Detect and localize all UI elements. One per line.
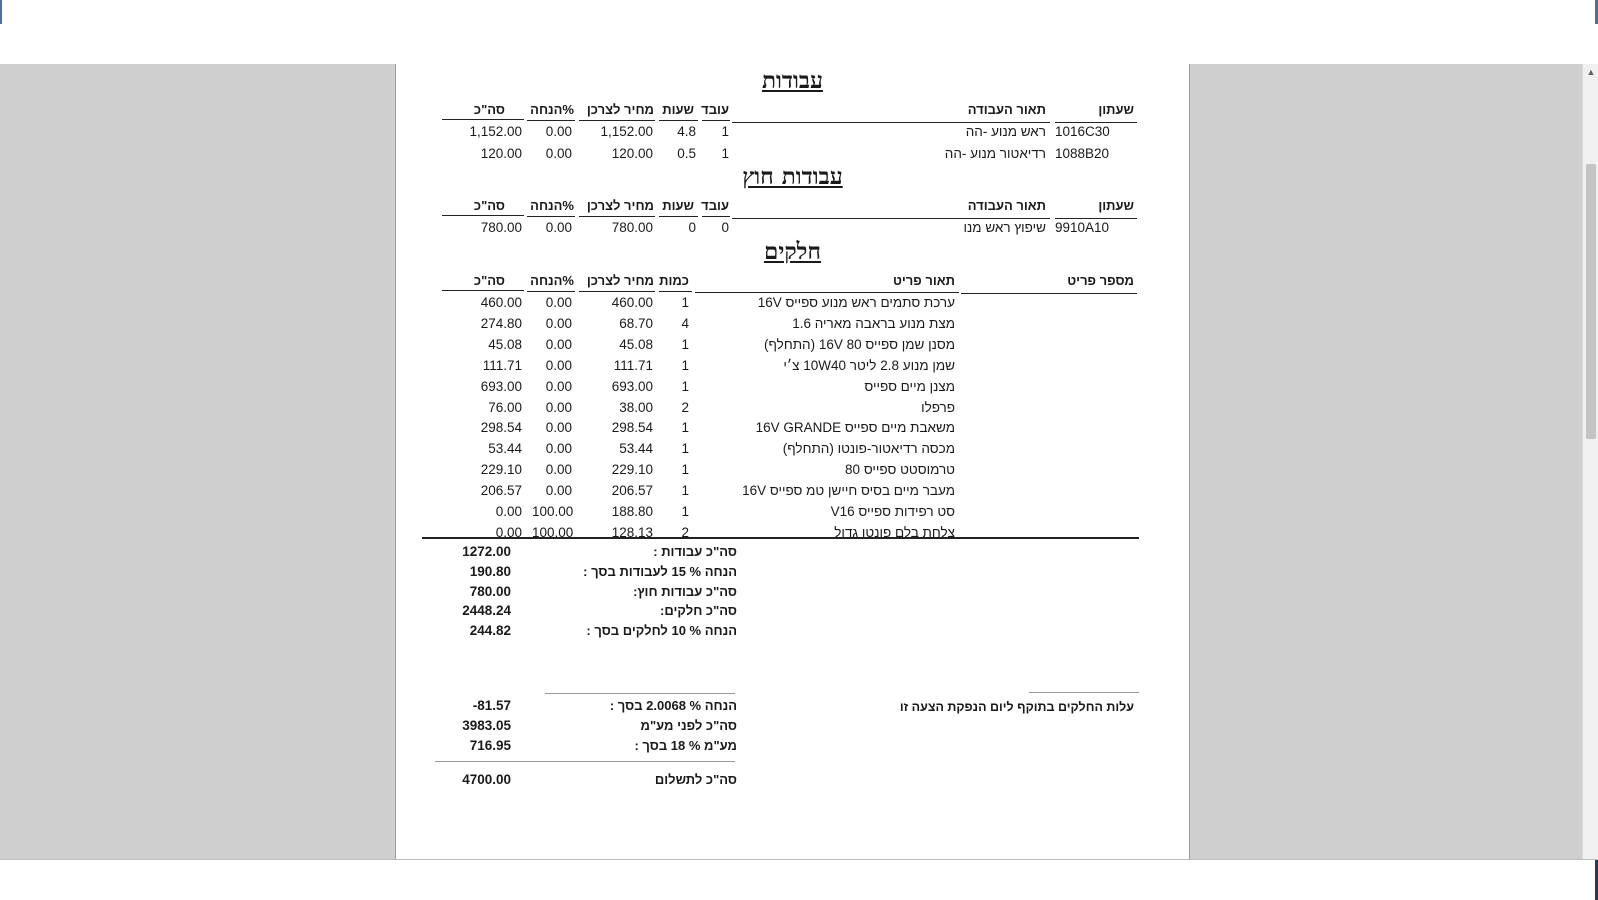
external-section-title: עבודות חוץ xyxy=(742,163,843,190)
external-desc: שיפוץ ראש מנו xyxy=(963,220,1046,235)
parts-price: 693.00 xyxy=(611,378,653,394)
labor-header-line xyxy=(702,120,730,121)
external-header-line xyxy=(732,218,1050,219)
parts-qty: 1 xyxy=(681,420,689,436)
validity-note: עלות החלקים בתוקף ליום הנפקת הצעה זו xyxy=(899,700,1134,714)
parts-total: 45.08 xyxy=(488,336,522,352)
external-header-price: מחיר לצרכן xyxy=(586,198,654,213)
summary-value: 244.82 xyxy=(469,623,511,638)
parts-desc: מעבר מיים בסיס חיישן טמ ספייס 16V xyxy=(742,483,955,499)
parts-price: 206.57 xyxy=(611,483,653,499)
labor-header-hours: שעות xyxy=(662,102,694,117)
parts-total: 298.54 xyxy=(480,420,522,436)
summary-value: 780.00 xyxy=(469,584,511,599)
labor-header-price: מחיר לצרכן xyxy=(586,102,654,117)
parts-qty: 1 xyxy=(681,504,689,519)
parts-total: 693.00 xyxy=(480,378,522,394)
parts-section-title: חלקים xyxy=(763,238,822,265)
parts-discount: 0.00 xyxy=(545,336,572,352)
labor-worker: 1 xyxy=(721,124,729,139)
labor-desc: ראש מנוע -הה xyxy=(965,124,1046,139)
labor-header-line xyxy=(579,120,655,121)
parts-desc: פרפלו xyxy=(921,399,955,415)
parts-price: 298.54 xyxy=(611,420,653,436)
parts-qty: 1 xyxy=(681,336,689,352)
totals-value: 3983.05 xyxy=(462,718,511,733)
summary-value: 1272.00 xyxy=(462,544,511,559)
labor-hours: 0.5 xyxy=(677,146,696,161)
parts-qty: 2 xyxy=(681,524,689,540)
table-row xyxy=(396,441,1189,461)
totals-label: הנחה % 2.0068 בסך : xyxy=(609,698,737,713)
parts-discount: 0.00 xyxy=(545,462,572,478)
external-header-desc: תאור העבודה xyxy=(967,198,1046,213)
parts-header-qty: כמות xyxy=(659,273,689,288)
labor-header-line xyxy=(659,120,698,121)
external-discount: 0.00 xyxy=(545,220,572,235)
parts-total: 76.00 xyxy=(488,399,522,415)
parts-total: 53.44 xyxy=(488,441,522,457)
parts-header-line xyxy=(579,291,655,292)
external-header-hours: שעות xyxy=(662,198,694,213)
labor-header-total: סה"כ xyxy=(473,102,505,117)
parts-price: 38.00 xyxy=(619,399,653,415)
top-bar xyxy=(0,0,1598,65)
totals-value: -81.57 xyxy=(472,698,511,713)
external-header-worker: עובד xyxy=(701,198,729,213)
parts-discount: 100.00 xyxy=(532,504,574,519)
summary-value: 190.80 xyxy=(469,564,511,579)
grand-total-value: 4700.00 xyxy=(462,772,511,787)
totals-label: סה"כ לפני מע"מ xyxy=(640,718,737,733)
parts-header-line xyxy=(527,291,575,292)
document-page xyxy=(395,64,1190,859)
labor-header-line xyxy=(732,122,1050,123)
summary-row xyxy=(396,544,1189,564)
parts-desc: ערכת סתמים ראש מנוע ספייס 16V xyxy=(757,295,955,310)
parts-header-line xyxy=(659,291,692,292)
scroll-up-arrow-icon[interactable]: ▲ xyxy=(1586,67,1596,77)
parts-end-line xyxy=(422,537,1139,539)
parts-qty: 1 xyxy=(681,483,689,499)
grand-total-line xyxy=(435,761,735,762)
table-row xyxy=(396,420,1189,440)
totals-value: 716.95 xyxy=(469,738,511,753)
external-header-line xyxy=(579,216,655,217)
parts-desc: שמן מנוע 2.8 ליטר 10W40 צ׳י xyxy=(783,357,955,373)
parts-desc: טרמוסטט ספייס 80 xyxy=(845,462,955,478)
parts-qty: 1 xyxy=(681,378,689,394)
labor-discount: 0.00 xyxy=(545,124,572,139)
parts-qty: 4 xyxy=(681,315,689,331)
parts-qty: 1 xyxy=(681,462,689,478)
external-header-discount: %הנחה xyxy=(530,198,574,213)
parts-price: 229.10 xyxy=(611,462,653,478)
parts-total: 111.71 xyxy=(482,357,522,373)
table-row xyxy=(396,462,1189,482)
parts-desc: מצת מנוע בראבה מאריה 1.6 xyxy=(792,315,955,331)
parts-discount: 0.00 xyxy=(545,483,572,499)
labor-header-desc: תאור העבודה xyxy=(967,102,1046,117)
labor-section-title: עבודות xyxy=(762,67,823,94)
external-code: 9910A10 xyxy=(1055,220,1110,235)
parts-header-discount: %הנחה xyxy=(530,273,574,288)
labor-header-code: שעתון xyxy=(1098,102,1134,117)
parts-discount: 0.00 xyxy=(545,295,572,310)
labor-code: 1088B20 xyxy=(1055,146,1110,161)
labor-price: 1,152.00 xyxy=(600,124,653,139)
external-worker: 0 xyxy=(721,220,729,235)
summary-label: סה"כ עבודות חוץ: xyxy=(633,584,737,599)
parts-qty: 1 xyxy=(681,295,689,310)
totals-row xyxy=(396,738,1189,758)
parts-total: 0.00 xyxy=(495,524,522,540)
external-price: 780.00 xyxy=(611,220,653,235)
parts-qty: 1 xyxy=(681,357,689,373)
parts-price: 188.80 xyxy=(611,504,653,519)
labor-header-line xyxy=(527,120,575,121)
window-edge-left xyxy=(0,0,2,24)
note-line xyxy=(1029,692,1139,693)
parts-discount: 0.00 xyxy=(545,378,572,394)
parts-discount: 0.00 xyxy=(545,420,572,436)
table-row xyxy=(396,124,1189,144)
labor-header-line xyxy=(1055,122,1137,123)
parts-discount: 0.00 xyxy=(545,315,572,331)
parts-header-line xyxy=(442,290,524,291)
totals-line xyxy=(545,693,735,694)
parts-header-desc: תאור פריט xyxy=(892,273,955,288)
grand-total-row xyxy=(396,772,1189,792)
table-row xyxy=(396,337,1189,357)
table-row xyxy=(396,400,1189,420)
parts-header-line xyxy=(695,292,959,293)
labor-code: 1016C30 xyxy=(1055,124,1110,139)
external-total: 780.00 xyxy=(480,220,522,235)
summary-label: הנחה % 10 לחלקים בסך : xyxy=(586,623,737,638)
parts-qty: 1 xyxy=(681,441,689,457)
table-row xyxy=(396,220,1189,240)
parts-desc: צלחת בלם פונטו גדול xyxy=(834,524,955,540)
parts-total: 0.00 xyxy=(495,504,522,519)
labor-hours: 4.8 xyxy=(677,124,696,139)
parts-discount: 0.00 xyxy=(545,357,572,373)
labor-price: 120.00 xyxy=(611,146,653,161)
parts-qty: 2 xyxy=(681,399,689,415)
summary-row xyxy=(396,564,1189,584)
parts-total: 229.10 xyxy=(480,462,522,478)
parts-desc: מסנן שמן ספייס 80 16V (התחלף) xyxy=(764,336,955,352)
document-viewer[interactable] xyxy=(0,64,1582,859)
summary-row xyxy=(396,603,1189,623)
parts-discount: 100.00 xyxy=(532,524,574,540)
labor-header-worker: עובד xyxy=(701,102,729,117)
external-header-line xyxy=(659,216,698,217)
parts-header-price: מחיר לצרכן xyxy=(586,273,654,288)
bottom-bar xyxy=(0,859,1598,900)
totals-row xyxy=(396,698,1189,718)
external-header-line xyxy=(702,216,730,217)
labor-header-discount: %הנחה xyxy=(530,102,574,117)
parts-desc: סט רפידות ספייס V16 xyxy=(830,504,955,519)
parts-total: 274.80 xyxy=(480,315,522,331)
summary-label: סה"כ עבודות : xyxy=(653,544,737,559)
parts-total: 460.00 xyxy=(480,295,522,310)
totals-label: מע"מ % 18 בסך : xyxy=(634,738,737,753)
parts-discount: 0.00 xyxy=(545,441,572,457)
external-header-line xyxy=(1055,218,1137,219)
parts-price: 68.70 xyxy=(619,315,653,331)
labor-total: 1,152.00 xyxy=(469,124,522,139)
table-row xyxy=(396,379,1189,399)
table-row xyxy=(396,316,1189,336)
parts-price: 128.13 xyxy=(611,524,653,540)
table-row xyxy=(396,525,1189,545)
summary-label: סה"כ חלקים: xyxy=(660,603,737,618)
table-row xyxy=(396,483,1189,503)
parts-price: 111.71 xyxy=(613,357,653,373)
labor-header-line xyxy=(442,119,524,120)
summary-label: הנחה % 15 לעבודות בסך : xyxy=(583,564,737,579)
vertical-scrollbar[interactable] xyxy=(1582,64,1598,859)
summary-value: 2448.24 xyxy=(462,603,511,618)
external-header-code: שעתון xyxy=(1098,198,1134,213)
external-header-line xyxy=(527,216,575,217)
parts-total: 206.57 xyxy=(480,483,522,499)
table-row xyxy=(396,295,1189,315)
parts-desc: מצנן מיים ספייס xyxy=(864,378,955,394)
labor-desc: רדיאטור מנוע -הה xyxy=(944,146,1046,161)
parts-header-part-no: מספר פריט xyxy=(1067,273,1134,288)
parts-header-line xyxy=(961,293,1137,294)
parts-discount: 0.00 xyxy=(545,399,572,415)
labor-worker: 1 xyxy=(721,146,729,161)
summary-row xyxy=(396,584,1189,604)
parts-desc: מכסה רדיאטור-פונטו (התחלף) xyxy=(782,441,955,457)
table-row xyxy=(396,358,1189,378)
external-hours: 0 xyxy=(688,220,696,235)
summary-row xyxy=(396,623,1189,643)
table-row xyxy=(396,504,1189,524)
parts-header-total: סה"כ xyxy=(473,273,505,288)
parts-price: 45.08 xyxy=(619,336,653,352)
labor-discount: 0.00 xyxy=(545,146,572,161)
totals-row xyxy=(396,718,1189,738)
grand-total-label: סה"כ לתשלום xyxy=(654,772,737,787)
parts-desc: משאבת מיים ספייס 16V GRANDE xyxy=(755,420,955,436)
scroll-thumb[interactable] xyxy=(1586,164,1596,439)
parts-price: 53.44 xyxy=(619,441,653,457)
parts-price: 460.00 xyxy=(611,295,653,310)
external-header-total: סה"כ xyxy=(473,198,505,213)
external-header-line xyxy=(442,215,524,216)
labor-total: 120.00 xyxy=(480,146,522,161)
